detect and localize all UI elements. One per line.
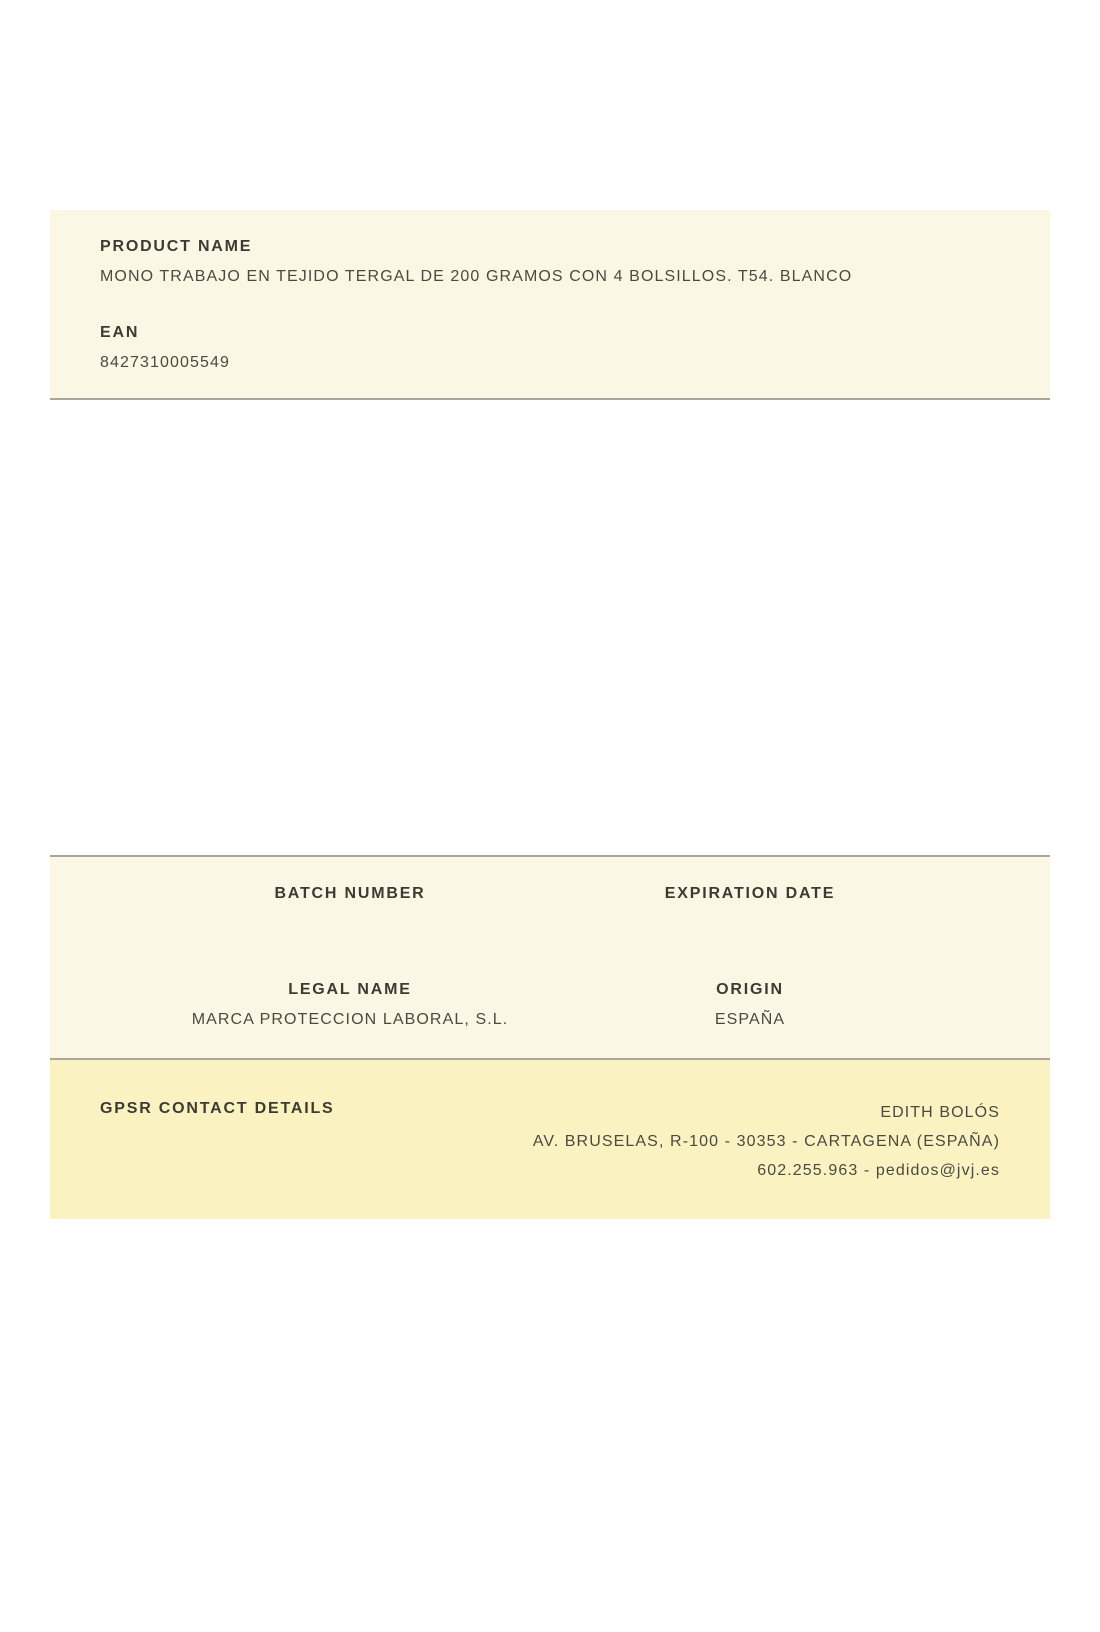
legal-name-value: MARCA PROTECCION LABORAL, S.L. xyxy=(191,1011,509,1028)
batch-number-label: BATCH NUMBER xyxy=(274,885,426,902)
gpsr-contact-address: AV. BRUSELAS, R-100 - 30353 - CARTAGENA (ESPAÑA) xyxy=(532,1133,1000,1150)
expiration-date-label: EXPIRATION DATE xyxy=(664,885,836,902)
details-panel xyxy=(50,855,1050,1060)
batch-number-field xyxy=(150,883,550,913)
details-row-top xyxy=(150,883,950,913)
gpsr-contact-panel xyxy=(50,1060,1050,1219)
ean-value: 8427310005549 xyxy=(100,354,230,371)
legal-name-field xyxy=(150,979,550,1031)
gpsr-contact-lines xyxy=(533,1098,1000,1185)
ean-label: EAN xyxy=(100,324,140,341)
gpsr-contact-phone-email: 602.255.963 - pedidos@jvj.es xyxy=(757,1162,1000,1179)
expiration-date-field xyxy=(550,883,950,913)
legal-name-label: LEGAL NAME xyxy=(288,981,412,998)
gpsr-contact-label: GPSR CONTACT DETAILS xyxy=(100,1100,335,1117)
gpsr-contact-name: EDITH BOLÓS xyxy=(880,1104,1000,1121)
origin-field xyxy=(550,979,950,1031)
origin-label: ORIGIN xyxy=(716,981,784,998)
origin-value: ESPAÑA xyxy=(714,1011,786,1028)
details-row-bottom xyxy=(150,979,950,1031)
product-name-label: PRODUCT NAME xyxy=(100,238,253,255)
product-name-value: MONO TRABAJO EN TEJIDO TERGAL DE 200 GRAMOS CON 4 BOLSILLOS. T54. BLANCO xyxy=(100,268,853,285)
product-info-panel xyxy=(50,210,1050,400)
